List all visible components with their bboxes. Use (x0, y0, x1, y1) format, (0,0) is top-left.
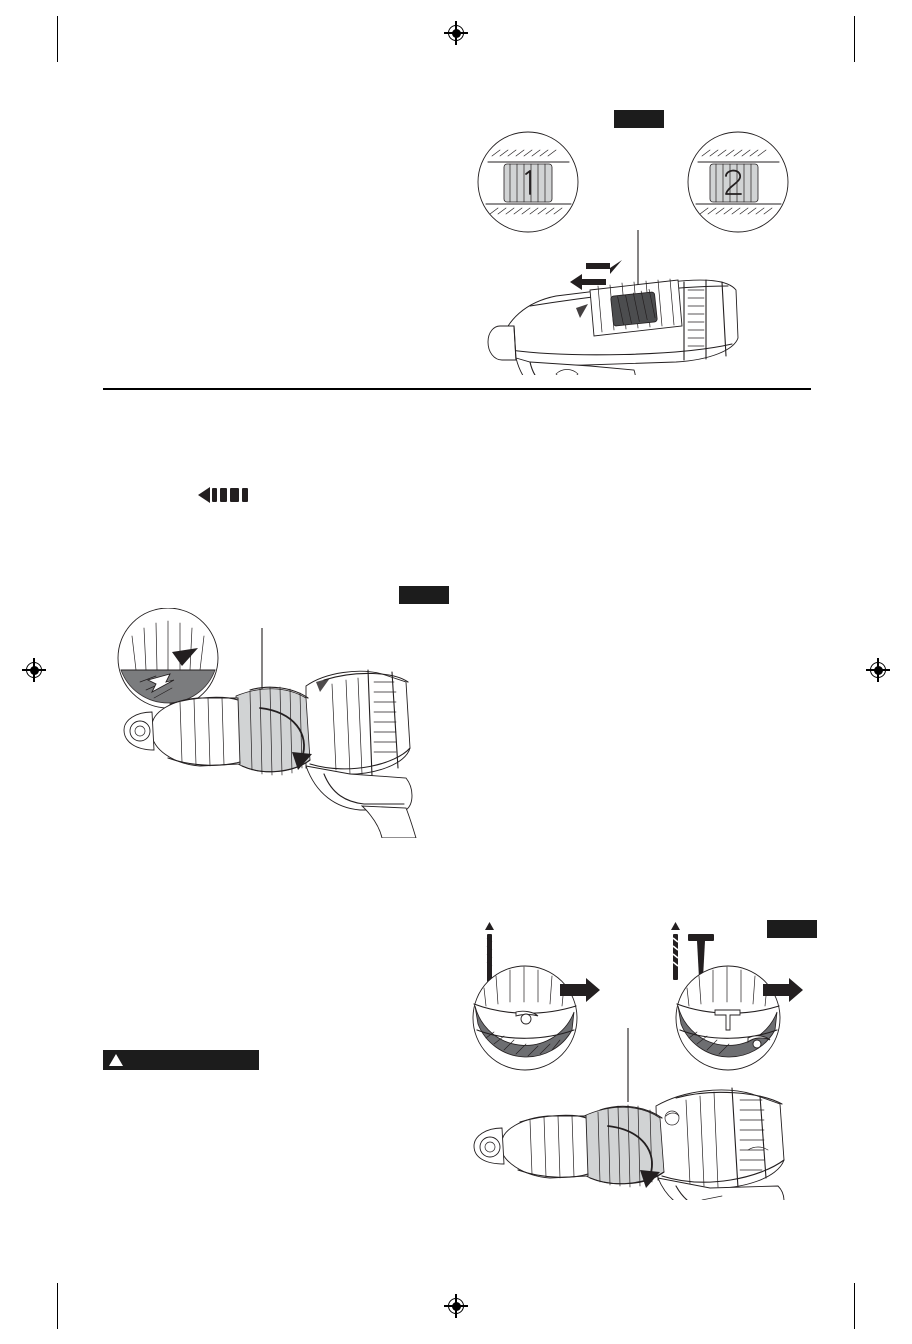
crop-mark-bottom-right-vertical (854, 1283, 855, 1329)
figure-tag-middle (399, 586, 449, 604)
warning-banner (103, 1050, 259, 1070)
crop-mark-bottom-left-vertical (57, 1283, 58, 1329)
figure-bottom-mode-collar (460, 920, 820, 1200)
drill-mode-illustration (474, 1088, 784, 1200)
crop-mark-top-left-vertical (57, 16, 58, 62)
detail-speed-2 (688, 132, 788, 232)
registration-target-bottom (444, 1294, 468, 1318)
figure-middle-clutch-collar (110, 608, 430, 838)
crop-mark-top-right-vertical (854, 16, 855, 62)
registration-target-left (22, 658, 46, 682)
registration-target-right (866, 658, 890, 682)
drill-body-illustration (488, 279, 738, 375)
drill-bit-icon (485, 922, 494, 982)
arrow-left (570, 274, 606, 290)
arrow-right (586, 260, 622, 274)
figure-tag-top (614, 110, 664, 128)
detail-clutch-scale (118, 608, 218, 708)
speed-arrow-bars-glyph (196, 484, 252, 506)
section-divider-rule (103, 388, 811, 390)
detail-speed-1 (478, 132, 578, 232)
detail-mode-screw (676, 966, 803, 1070)
warning-triangle-icon (109, 1054, 123, 1066)
registration-target-top (444, 21, 468, 45)
figure-top-speed-selector (470, 130, 800, 375)
detail-mode-drill (473, 966, 600, 1070)
